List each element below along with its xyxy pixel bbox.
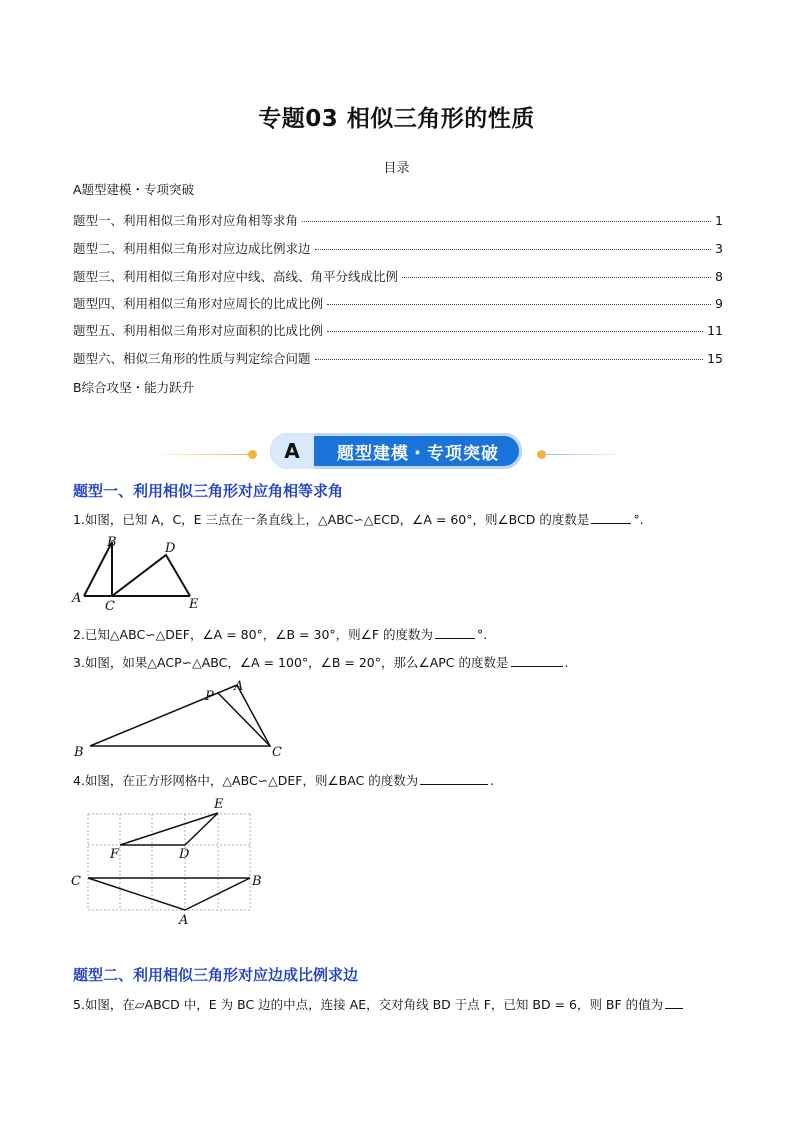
figure-4 bbox=[68, 794, 268, 926]
section-banner bbox=[270, 433, 522, 469]
toc-leader bbox=[327, 331, 703, 332]
question-2: 2.已知△ABC∽△DEF，∠A = 80°，∠B = 30°，则∠F 的度数为 °. bbox=[73, 627, 488, 642]
triangle-def bbox=[120, 813, 218, 845]
answer-blank[interactable] bbox=[420, 784, 488, 785]
figure-3 bbox=[70, 676, 290, 762]
answer-blank[interactable] bbox=[591, 523, 631, 524]
toc-item-page: 11 bbox=[707, 323, 723, 338]
toc-item[interactable] bbox=[73, 321, 723, 339]
toc-leader bbox=[327, 304, 711, 305]
triangle-abc bbox=[84, 542, 112, 596]
label-a: A bbox=[72, 591, 82, 606]
section-heading: 题型一、利用相似三角形对应角相等求角 bbox=[73, 482, 344, 500]
toc-leader bbox=[315, 359, 704, 360]
toc-item[interactable] bbox=[73, 349, 723, 367]
label-b: B bbox=[252, 874, 262, 889]
question-4: 4.如图，在正方形网格中，△ABC∽△DEF，则∠BAC 的度数为 . bbox=[73, 773, 495, 788]
figure-1 bbox=[68, 530, 218, 612]
toc-item-label: 题型二、利用相似三角形对应边成比例求边 bbox=[73, 241, 311, 256]
label-f: F bbox=[110, 847, 120, 862]
toc-item-page: 8 bbox=[715, 269, 723, 284]
label-c: C bbox=[105, 599, 115, 612]
answer-blank[interactable] bbox=[435, 638, 475, 639]
toc-leader bbox=[302, 221, 711, 222]
toc-section-a[interactable]: A题型建模・专项突破 bbox=[73, 182, 195, 197]
label-a: A bbox=[234, 679, 244, 694]
label-c: C bbox=[71, 874, 81, 889]
toc-leader bbox=[315, 249, 712, 250]
label-b: B bbox=[74, 745, 84, 760]
triangle-abc bbox=[88, 878, 250, 910]
label-p: P bbox=[205, 689, 214, 704]
question-5: 5.如图，在▱ABCD 中，E 为 BC 边的中点，连接 AE，交对角线 BD 于点 F，已知 BD = 6，则 BF 的值为 bbox=[73, 995, 685, 1013]
answer-blank[interactable] bbox=[665, 1008, 683, 1009]
triangle-ecd bbox=[112, 555, 190, 596]
label-d: D bbox=[165, 541, 176, 556]
banner-line-left bbox=[150, 454, 248, 455]
banner-dot-left bbox=[248, 450, 257, 459]
banner-badge: A bbox=[270, 433, 314, 469]
toc-item-label: 题型三、利用相似三角形对应中线、高线、角平分线成比例 bbox=[73, 269, 399, 284]
toc-item-label: 题型五、利用相似三角形对应面积的比成比例 bbox=[73, 323, 324, 338]
segment-pc bbox=[218, 693, 270, 746]
label-e: E bbox=[214, 797, 224, 812]
toc-item-label: 题型一、利用相似三角形对应角相等求角 bbox=[73, 213, 299, 228]
section-heading: 题型二、利用相似三角形对应边成比例求边 bbox=[73, 966, 359, 984]
label-b: B bbox=[107, 535, 117, 550]
banner-text: 题型建模・专项突破 bbox=[337, 443, 499, 464]
toc-item-page: 9 bbox=[715, 296, 723, 311]
label-e: E bbox=[189, 597, 199, 612]
banner-line-right bbox=[546, 454, 626, 455]
label-d: D bbox=[179, 847, 190, 862]
label-a: A bbox=[179, 913, 189, 926]
toc-item[interactable] bbox=[73, 211, 723, 229]
question-1: 1.如图，已知 A，C，E 三点在一条直线上，△ABC∽△ECD，∠A = 60°，则∠BCD 的度数是 °. bbox=[73, 512, 644, 527]
toc-item-page: 15 bbox=[707, 351, 723, 366]
toc-section-b[interactable]: B综合攻坚・能力跃升 bbox=[73, 380, 195, 395]
toc-item-page: 3 bbox=[715, 241, 723, 256]
toc-item-label: 题型四、利用相似三角形对应周长的比成比例 bbox=[73, 296, 324, 311]
toc-item[interactable] bbox=[73, 294, 723, 312]
page-title: 专题03 相似三角形的性质 bbox=[258, 106, 535, 132]
toc-item[interactable] bbox=[73, 239, 723, 257]
triangle-abc bbox=[90, 685, 270, 746]
toc-leader bbox=[402, 277, 711, 278]
toc-heading: 目录 bbox=[383, 161, 410, 176]
toc-item-label: 题型六、相似三角形的性质与判定综合问题 bbox=[73, 351, 311, 366]
label-c: C bbox=[272, 745, 282, 760]
toc-item-page: 1 bbox=[715, 213, 723, 228]
banner-dot-right bbox=[537, 450, 546, 459]
toc-item[interactable] bbox=[73, 267, 723, 285]
answer-blank[interactable] bbox=[511, 666, 563, 667]
question-3: 3.如图，如果△ACP∽△ABC，∠A = 100°，∠B = 20°，那么∠APC 的度数是 . bbox=[73, 655, 569, 670]
